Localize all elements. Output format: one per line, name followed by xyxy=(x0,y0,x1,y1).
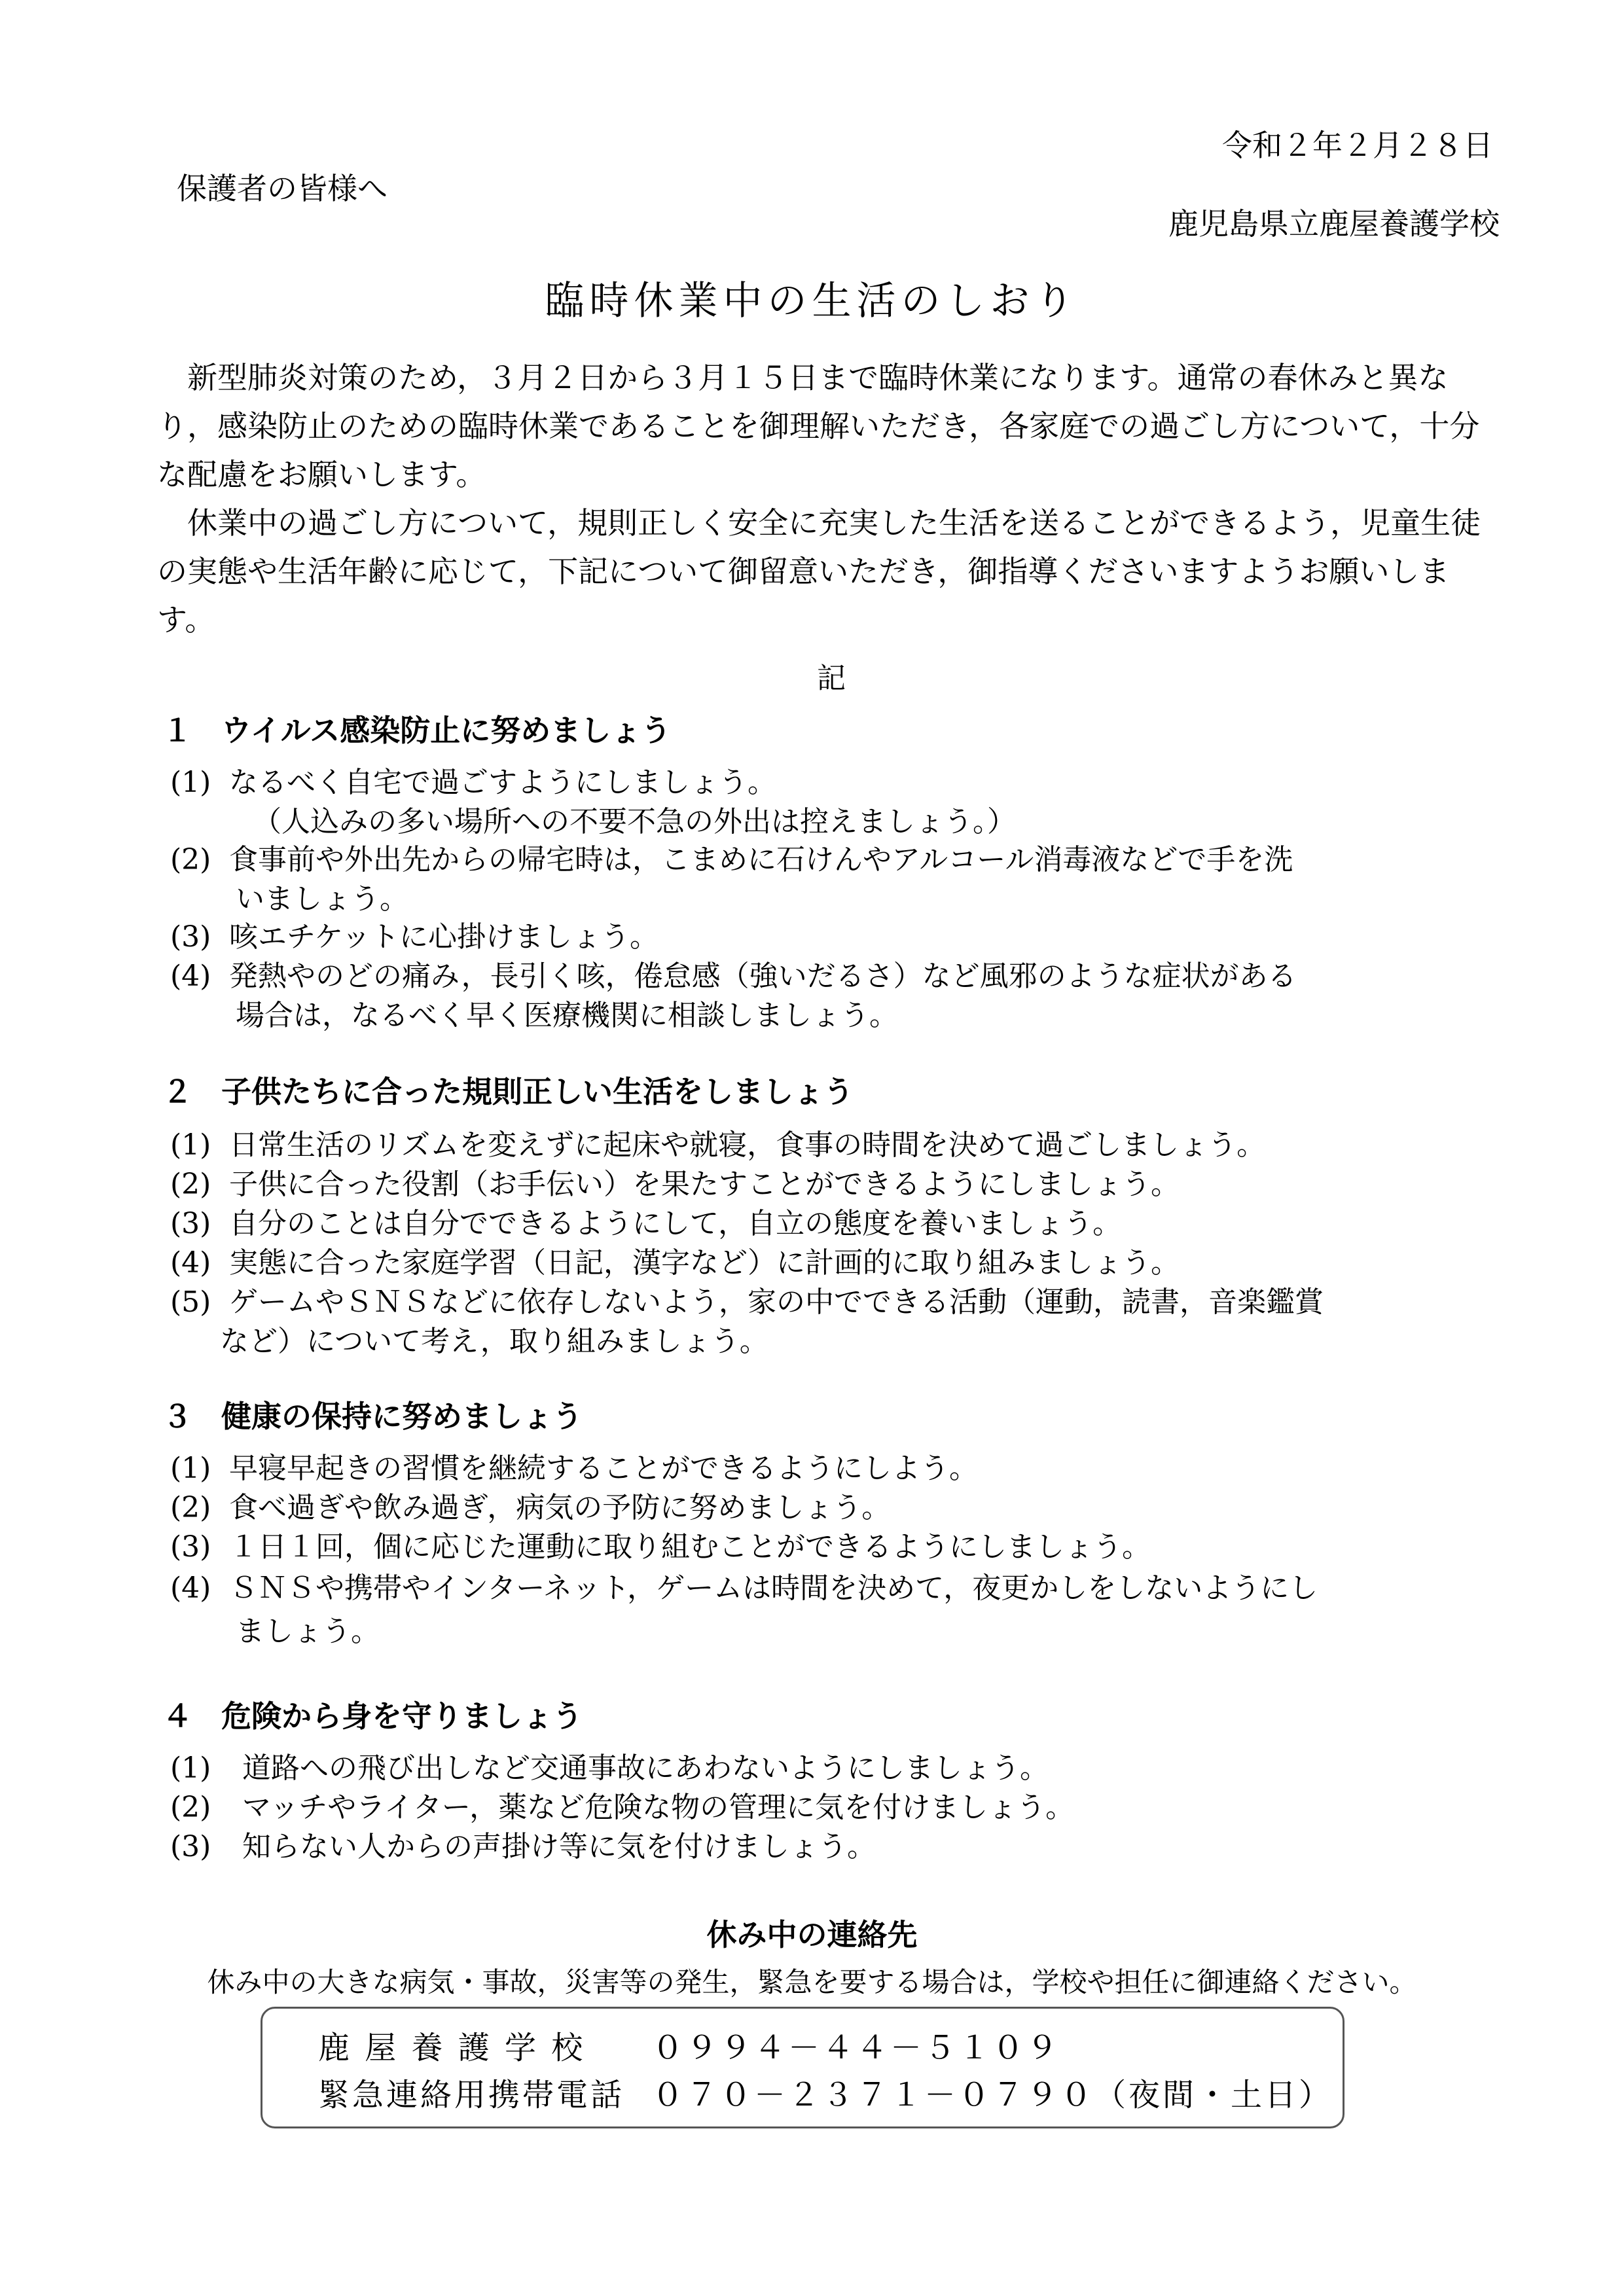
item-text: 咳エチケットに心掛けましょう。 xyxy=(229,920,659,954)
item-text: なるべく自宅で過ごすようにしましょう。 xyxy=(229,766,776,799)
item-text: 道路への飛び出しなど交通事故にあわないようにしましょう。 xyxy=(242,1751,1049,1785)
list-item xyxy=(170,957,1297,1035)
section-title: 子供たちに合った規則正しい生活をしましょう xyxy=(221,1074,854,1109)
item-marker: (5) xyxy=(170,1285,211,1319)
section-number: １ xyxy=(162,713,192,748)
list-item xyxy=(170,1488,890,1528)
contact-phone: ０９９４－４４－５１０９ xyxy=(652,2030,1061,2066)
item-text: 発熱やのどの痛み，長引く咳，倦怠感（強いだるさ）など風邪のような症状がある xyxy=(229,960,1297,993)
item-marker: (2) xyxy=(170,1168,211,1201)
contact-title: 休み中の連絡先 xyxy=(706,1917,918,1952)
addressee: 保護者の皆様へ xyxy=(177,171,388,206)
item-marker: (4) xyxy=(170,1571,211,1605)
list-item xyxy=(170,1528,1151,1567)
list-item xyxy=(170,763,1016,842)
school-name: 鹿児島県立鹿屋養護学校 xyxy=(1168,206,1500,242)
ki-marker: 記 xyxy=(817,662,846,695)
item-text: 実態に合った家庭学習（日記，漢字など）に計画的に取り組みましょう。 xyxy=(229,1246,1180,1280)
item-text-continued: 場合は，なるべく早く医療機関に相談しましょう。 xyxy=(236,999,898,1032)
contact-phone: ０７０－２３７１－０７９０（夜間・土日） xyxy=(652,2077,1333,2113)
item-text: １日１回，個に応じた運動に取り組むことができるようにしましょう。 xyxy=(229,1530,1151,1564)
item-text: 子供に合った役割（お手伝い）を果たすことができるようにしましょう。 xyxy=(229,1168,1180,1201)
section-title: 危険から身を守りましょう xyxy=(221,1698,583,1734)
item-marker: (1) xyxy=(170,1452,211,1485)
list-item xyxy=(170,1165,1180,1204)
item-text-continued: （人込みの多い場所への不要不急の外出は控えましょう。） xyxy=(253,805,1016,838)
page-title: 臨時休業中の生活のしおり xyxy=(545,278,1079,324)
item-marker: (3) xyxy=(170,1207,211,1240)
item-text: 知らない人からの声掛け等に気を付けましょう。 xyxy=(242,1830,876,1863)
item-marker: (1) xyxy=(170,766,211,799)
item-text: 食べ過ぎや飲み過ぎ，病気の予防に努めましょう。 xyxy=(229,1491,891,1524)
contact-note: 休み中の大きな病気・事故，災害等の発生，緊急を要する場合は，学校や担任に御連絡ください。 xyxy=(207,1966,1417,1998)
item-marker: (2) xyxy=(170,843,211,876)
item-text: マッチやライター，薬など危険な物の管理に気を付けましょう。 xyxy=(242,1791,1075,1824)
item-marker: (3) xyxy=(170,920,211,954)
contact-row-emergency xyxy=(318,2070,1333,2115)
list-item xyxy=(170,1788,1074,1827)
list-item xyxy=(170,1126,1265,1165)
section-title: ウイルス感染防止に努めましょう xyxy=(221,713,672,748)
section-2-heading xyxy=(162,1068,854,1111)
item-marker: (2) xyxy=(170,1491,211,1524)
intro-paragraph-2: 休業中の過ごし方について，規則正しく安全に充実した生活を送ることができるよう，児童生徒の実態や生活年齢に応じて，下記について御留意いただき，御指導くださいますようお願いします。 xyxy=(157,505,1481,637)
contact-label: 緊急連絡用携帯電話 xyxy=(318,2077,625,2113)
list-item xyxy=(170,840,1293,919)
list-item xyxy=(170,1827,876,1867)
item-text-continued: いましょう。 xyxy=(236,882,408,916)
intro xyxy=(157,353,1492,644)
list-item xyxy=(170,1244,1180,1283)
list-item xyxy=(170,1449,978,1488)
item-marker: (4) xyxy=(170,1246,211,1280)
item-marker: (4) xyxy=(170,960,211,993)
section-number: ４ xyxy=(162,1698,192,1734)
section-4-heading xyxy=(162,1693,583,1736)
item-marker: (3) xyxy=(170,1830,211,1863)
section-1-heading xyxy=(162,707,671,750)
item-text: 早寝早起きの習慣を継続することができるようにしよう。 xyxy=(229,1452,978,1485)
item-marker: (1) xyxy=(170,1751,211,1785)
section-number: ２ xyxy=(162,1074,192,1109)
list-item xyxy=(170,1204,1121,1244)
section-3-heading xyxy=(162,1393,583,1436)
contact-row-school xyxy=(318,2022,1060,2068)
list-item xyxy=(170,1567,1318,1653)
document-date: 令和２年２月２８日 xyxy=(1222,128,1493,163)
intro-paragraph-1: 新型肺炎対策のため，３月２日から３月１５日まで臨時休業になります。通常の春休みと異なり，感染防止のための臨時休業であることを御理解いただき，各家庭での過ごし方について，十分な配慮をお願いします。 xyxy=(157,360,1480,492)
section-title: 健康の保持に努めましょう xyxy=(221,1399,583,1434)
list-item xyxy=(170,1283,1324,1361)
item-text: ＳＮＳや携帯やインターネット，ゲームは時間を決めて，夜更かしをしないようにし xyxy=(229,1571,1318,1605)
section-number: ３ xyxy=(162,1399,192,1434)
item-text: 日常生活のリズムを変えずに起床や就寝，食事の時間を決めて過ごしましょう。 xyxy=(229,1128,1266,1162)
contact-label: 鹿 屋 養 護 学 校 xyxy=(318,2030,586,2066)
item-marker: (1) xyxy=(170,1128,211,1162)
item-text-continued: など）について考え，取り組みましょう。 xyxy=(220,1325,768,1358)
item-text: ゲームやＳＮＳなどに依存しないよう，家の中でできる活動（運動，読書，音楽鑑賞 xyxy=(229,1285,1324,1319)
list-item xyxy=(170,1749,1049,1788)
item-text-continued: ましょう。 xyxy=(236,1615,380,1648)
item-text: 自分のことは自分でできるようにして，自立の態度を養いましょう。 xyxy=(229,1207,1122,1240)
item-marker: (2) xyxy=(170,1791,211,1824)
item-text: 食事前や外出先からの帰宅時は，こまめに石けんやアルコール消毒液などで手を洗 xyxy=(229,843,1293,876)
list-item xyxy=(170,918,659,957)
item-marker: (3) xyxy=(170,1530,211,1564)
